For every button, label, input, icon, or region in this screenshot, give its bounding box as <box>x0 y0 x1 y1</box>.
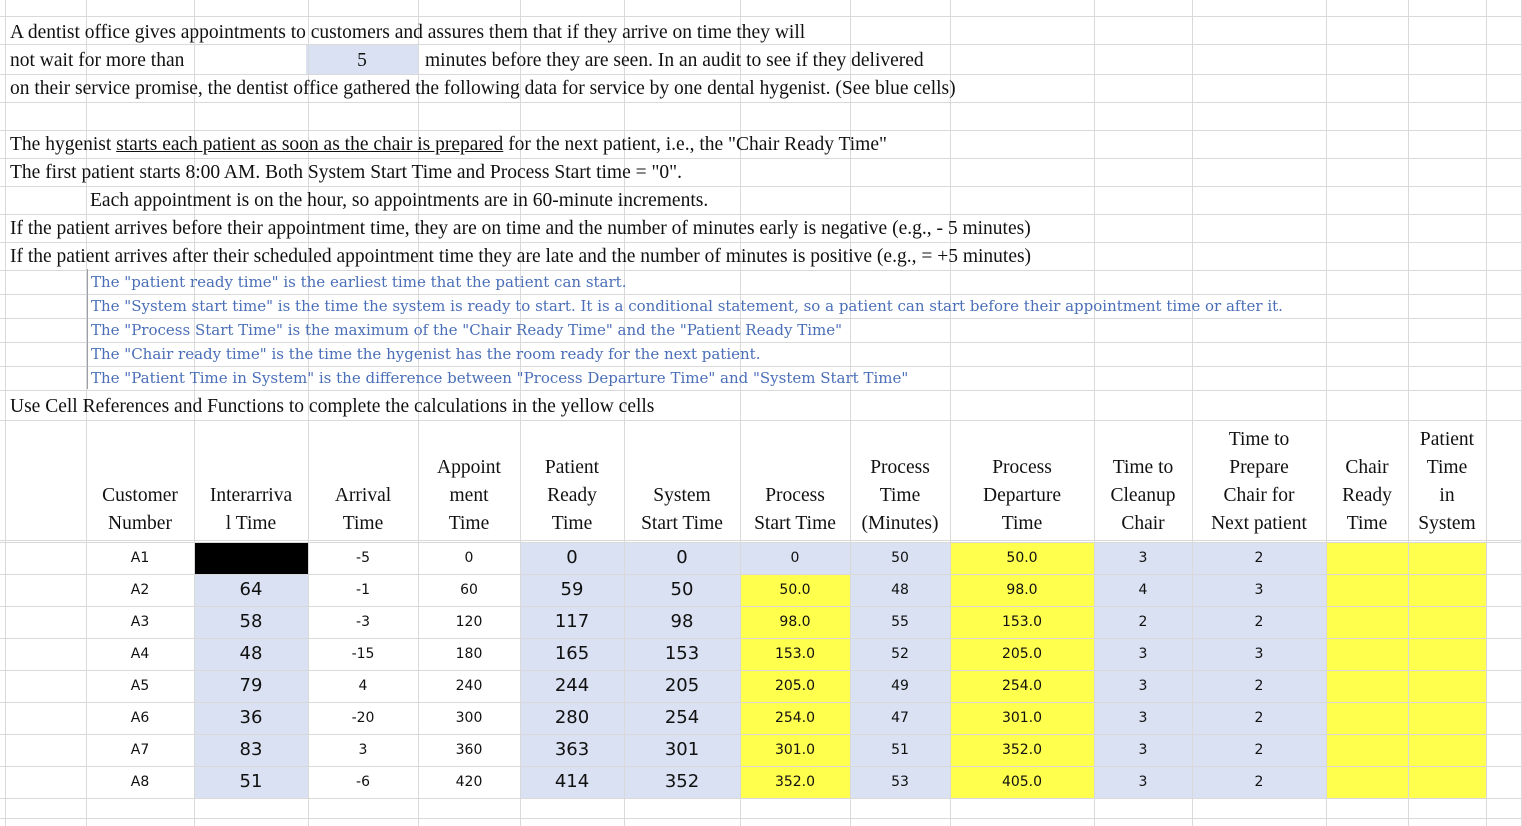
header-line: Customer <box>102 485 178 506</box>
header-line: in <box>1439 485 1455 506</box>
header-line: Time <box>342 513 384 534</box>
grid-hline <box>0 798 1522 799</box>
cell-appointment-time[interactable]: 60 <box>460 582 478 598</box>
header-process-time[interactable] <box>850 454 950 538</box>
cell-system-start-time[interactable]: 0 <box>676 547 688 568</box>
cell-arrival-time[interactable]: -20 <box>351 710 375 726</box>
cell-system-start-time[interactable]: 254 <box>664 707 700 728</box>
cell-cleanup-time[interactable]: 2 <box>1138 614 1148 630</box>
cell-patient-time-in-system[interactable] <box>1408 542 1486 574</box>
header-line: Process <box>870 457 930 478</box>
cell-prepare-chair-time[interactable]: 2 <box>1254 614 1264 630</box>
cell-prepare-chair-time[interactable]: 2 <box>1254 774 1264 790</box>
cell-patient-ready-time[interactable]: 280 <box>554 707 590 728</box>
header-process-departure-time[interactable] <box>950 454 1094 538</box>
cell-process-time[interactable]: 52 <box>891 646 909 662</box>
cell-cleanup-time[interactable]: 3 <box>1138 742 1148 758</box>
header-prepare-chair-time[interactable] <box>1192 426 1326 538</box>
cell-process-start-time[interactable]: 301.0 <box>774 742 816 758</box>
header-line: Time <box>551 513 593 534</box>
header-line: l Time <box>225 513 277 534</box>
cell-process-start-time[interactable]: 50.0 <box>779 582 811 598</box>
cell-patient-ready-time[interactable]: 363 <box>554 739 590 760</box>
cell-prepare-chair-time[interactable]: 2 <box>1254 710 1264 726</box>
cell-process-start-time[interactable]: 352.0 <box>774 774 816 790</box>
header-line: Departure <box>983 485 1061 506</box>
cell-process-departure-time[interactable]: 205.0 <box>1001 646 1043 662</box>
cell-customer-number[interactable]: A8 <box>130 774 150 790</box>
cell-interarrival-time[interactable]: 83 <box>239 739 263 760</box>
cell-interarrival-time[interactable]: 36 <box>239 707 263 728</box>
cell-process-start-time[interactable]: 153.0 <box>774 646 816 662</box>
cell-interarrival-time[interactable]: 51 <box>239 771 263 792</box>
header-patient-time-in-system[interactable] <box>1408 426 1486 538</box>
cell-process-departure-time[interactable]: 405.0 <box>1001 774 1043 790</box>
header-line: Time <box>1426 457 1468 478</box>
cell-appointment-time[interactable]: 240 <box>455 678 483 694</box>
header-line: ment <box>449 485 489 506</box>
header-line: System <box>1418 513 1476 534</box>
cell-patient-ready-time[interactable]: 0 <box>566 547 578 568</box>
header-customer-number[interactable] <box>86 482 194 538</box>
cell-patient-time-in-system[interactable] <box>1408 574 1486 606</box>
rule-line-2[interactable]: The first patient starts 8:00 AM. Both System Start Time and Process Start time = "0". <box>10 162 683 183</box>
cell-chair-ready-time[interactable] <box>1326 574 1408 606</box>
header-line: Interarriva <box>209 485 293 506</box>
cell-interarrival-time[interactable]: 58 <box>239 611 263 632</box>
grid-hline <box>0 16 1522 17</box>
header-line: Time <box>879 485 921 506</box>
cell-process-time[interactable]: 53 <box>891 774 909 790</box>
grid-hline <box>0 540 1522 541</box>
header-line: Process <box>992 457 1052 478</box>
instruction-line[interactable]: Use Cell References and Functions to complete the calculations in the yellow cells <box>10 396 655 417</box>
cell-arrival-time[interactable]: -6 <box>356 774 370 790</box>
cell-customer-number[interactable]: A7 <box>130 742 150 758</box>
cell-process-departure-time[interactable]: 254.0 <box>1001 678 1043 694</box>
cell-prepare-chair-time[interactable]: 3 <box>1254 646 1264 662</box>
cell-prepare-chair-time[interactable]: 2 <box>1254 742 1264 758</box>
cell-arrival-time[interactable]: -5 <box>356 550 370 566</box>
note-patient-ready[interactable]: The "patient ready time" is the earliest time that the patient can start. <box>91 273 627 291</box>
cell-cleanup-time[interactable]: 3 <box>1138 774 1148 790</box>
note-process-start[interactable]: The "Process Start Time" is the maximum of the "Chair Ready Time" and the "Patient Ready Time" <box>91 321 843 339</box>
header-cleanup-time[interactable] <box>1094 454 1192 538</box>
rule-line-1-underlined: starts each patient as soon as the chair is prepared <box>116 134 504 155</box>
header-line: Process <box>765 485 825 506</box>
cell-chair-ready-time[interactable] <box>1326 766 1408 798</box>
cell-chair-ready-time[interactable] <box>1326 702 1408 734</box>
header-line: Time to <box>1228 429 1290 450</box>
header-line: Next patient <box>1211 513 1307 534</box>
header-system-start-time[interactable] <box>624 482 740 538</box>
cell-patient-ready-time[interactable]: 117 <box>554 611 590 632</box>
cell-cleanup-time[interactable]: 3 <box>1138 710 1148 726</box>
cell-prepare-chair-time[interactable]: 2 <box>1254 678 1264 694</box>
cell-process-time[interactable]: 48 <box>891 582 909 598</box>
cell-system-start-time[interactable]: 301 <box>664 739 700 760</box>
cell-chair-ready-time[interactable] <box>1326 670 1408 702</box>
cell-process-time[interactable]: 49 <box>891 678 909 694</box>
cell-appointment-time[interactable]: 180 <box>455 646 483 662</box>
cell-cleanup-time[interactable]: 3 <box>1138 646 1148 662</box>
intro-line-3[interactable]: on their service promise, the dentist office gathered the following data for service by one dental hygenist. (See blue cells) <box>10 78 956 99</box>
cell-customer-number[interactable]: A5 <box>130 678 150 694</box>
cell-customer-number[interactable]: A2 <box>130 582 150 598</box>
header-line: Time <box>448 513 490 534</box>
cell-system-start-time[interactable]: 352 <box>664 771 700 792</box>
header-line: Number <box>108 513 172 534</box>
intro-line-2b[interactable]: minutes before they are seen. In an audit to see if they delivered <box>425 50 924 71</box>
cell-customer-number[interactable]: A4 <box>130 646 150 662</box>
rule-line-4[interactable]: If the patient arrives before their appointment time, they are on time and the number of minutes early is negative (e.g., - 5 minutes) <box>10 218 1031 239</box>
cell-process-time[interactable]: 47 <box>891 710 909 726</box>
cell-patient-time-in-system[interactable] <box>1408 734 1486 766</box>
cell-patient-time-in-system[interactable] <box>1408 702 1486 734</box>
cell-patient-ready-time[interactable]: 59 <box>560 579 584 600</box>
header-interarrival-time[interactable] <box>194 482 308 538</box>
wait-minutes-cell[interactable]: 5 <box>357 50 367 71</box>
header-line: Cleanup <box>1110 485 1176 506</box>
cell-process-departure-time[interactable]: 301.0 <box>1001 710 1043 726</box>
cell-interarrival-time[interactable]: 64 <box>239 579 263 600</box>
cell-chair-ready-time[interactable] <box>1326 606 1408 638</box>
header-line: Patient <box>1419 429 1475 450</box>
cell-prepare-chair-time[interactable]: 2 <box>1254 550 1264 566</box>
header-appointment-time[interactable] <box>418 454 520 538</box>
header-process-start-time[interactable] <box>740 482 850 538</box>
cell-process-departure-time[interactable]: 352.0 <box>1001 742 1043 758</box>
rule-line-5[interactable]: If the patient arrives after their scheduled appointment time they are late and the number of minutes is positive (e.g., = +5 minutes) <box>10 246 1032 267</box>
note-chair-ready[interactable]: The "Chair ready time" is the time the hygenist has the room ready for the next patient. <box>91 345 761 363</box>
cell-appointment-time[interactable]: 360 <box>455 742 483 758</box>
cell-interarrival-time[interactable]: 79 <box>239 675 263 696</box>
cell-system-start-time[interactable]: 98 <box>670 611 694 632</box>
cell-patient-ready-time[interactable]: 244 <box>554 675 590 696</box>
cell-cleanup-time[interactable]: 4 <box>1138 582 1148 598</box>
cell-arrival-time[interactable]: -15 <box>351 646 375 662</box>
cell-appointment-time[interactable]: 0 <box>464 550 474 566</box>
cell-customer-number[interactable]: A3 <box>130 614 150 630</box>
cell-cleanup-time[interactable]: 3 <box>1138 678 1148 694</box>
header-line: Chair <box>1345 457 1389 478</box>
cell-patient-time-in-system[interactable] <box>1408 638 1486 670</box>
cell-arrival-time[interactable]: 4 <box>358 678 368 694</box>
cell-process-start-time[interactable]: 205.0 <box>774 678 816 694</box>
cell-patient-time-in-system[interactable] <box>1408 670 1486 702</box>
header-line: Ready <box>1342 485 1392 506</box>
cell-process-start-time[interactable]: 98.0 <box>779 614 811 630</box>
cell-arrival-time[interactable]: 3 <box>358 742 368 758</box>
cell-cleanup-time[interactable]: 3 <box>1138 550 1148 566</box>
cell-patient-ready-time[interactable]: 165 <box>554 643 590 664</box>
cell-interarrival-time[interactable]: 48 <box>239 643 263 664</box>
header-arrival-time[interactable] <box>308 482 418 538</box>
cell-prepare-chair-time[interactable]: 3 <box>1254 582 1264 598</box>
cell-chair-ready-time[interactable] <box>1326 734 1408 766</box>
cell-process-time[interactable]: 50 <box>891 550 909 566</box>
rule-line-1-pre: The hygenist <box>10 134 117 155</box>
rule-line-1-post: for the next patient, i.e., the "Chair Ready Time" <box>503 134 887 155</box>
cell-appointment-time[interactable]: 420 <box>455 774 483 790</box>
cell-chair-ready-time[interactable] <box>1326 638 1408 670</box>
cell-arrival-time[interactable]: -3 <box>356 614 370 630</box>
header-line: Chair for <box>1223 485 1295 506</box>
header-chair-ready-time[interactable] <box>1326 454 1408 538</box>
header-line: Start Time <box>754 513 836 534</box>
header-line: Time to <box>1112 457 1174 478</box>
cell-process-departure-time[interactable]: 153.0 <box>1001 614 1043 630</box>
cell-patient-time-in-system[interactable] <box>1408 606 1486 638</box>
cell-customer-number[interactable]: A6 <box>130 710 150 726</box>
cell-process-departure-time[interactable]: 50.0 <box>1006 550 1038 566</box>
rule-line-1[interactable] <box>10 131 887 159</box>
cell-process-start-time[interactable]: 0 <box>790 550 800 566</box>
cell-patient-ready-time[interactable]: 414 <box>554 771 590 792</box>
header-line: Chair <box>1121 513 1165 534</box>
cell-process-departure-time[interactable]: 98.0 <box>1006 582 1038 598</box>
cell-system-start-time[interactable]: 153 <box>664 643 700 664</box>
header-line: Patient <box>544 457 600 478</box>
notes-left-border <box>87 269 88 389</box>
cell-patient-time-in-system[interactable] <box>1408 766 1486 798</box>
cell-process-time[interactable]: 51 <box>891 742 909 758</box>
header-line: System <box>653 485 711 506</box>
header-line: Prepare <box>1229 457 1289 478</box>
cell-interarrival-time[interactable] <box>194 542 308 574</box>
cell-process-start-time[interactable]: 254.0 <box>774 710 816 726</box>
grid-hline <box>0 818 1522 819</box>
intro-line-1[interactable]: A dentist office gives appointments to customers and assures them that if they arrive on time they will <box>10 22 806 43</box>
header-patient-ready-time[interactable] <box>520 454 624 538</box>
cell-chair-ready-time[interactable] <box>1326 542 1408 574</box>
header-line: Ready <box>547 485 597 506</box>
header-line: Appoint <box>437 457 501 478</box>
header-line: Time <box>1001 513 1043 534</box>
cell-appointment-time[interactable]: 120 <box>455 614 483 630</box>
header-line: Time <box>1346 513 1388 534</box>
cell-appointment-time[interactable]: 300 <box>455 710 483 726</box>
header-line: Start Time <box>641 513 723 534</box>
cell-arrival-time[interactable]: -1 <box>356 582 370 598</box>
note-system-start[interactable]: The "System start time" is the time the system is ready to start. It is a conditional statement, so a patient can start before their appointment time or after it. <box>91 297 1283 315</box>
cell-customer-number[interactable]: A1 <box>130 550 150 566</box>
intro-line-2a[interactable]: not wait for more than <box>10 50 185 71</box>
cell-system-start-time[interactable]: 205 <box>664 675 700 696</box>
header-line: Arrival <box>334 485 392 506</box>
grid-hline <box>0 390 1522 391</box>
note-time-in-system[interactable]: The "Patient Time in System" is the difference between "Process Departure Time" and "System Start Time" <box>91 369 909 387</box>
header-line: (Minutes) <box>861 513 939 534</box>
cell-system-start-time[interactable]: 50 <box>670 579 694 600</box>
rule-line-3[interactable]: Each appointment is on the hour, so appointments are in 60-minute increments. <box>90 190 709 211</box>
cell-process-time[interactable]: 55 <box>891 614 909 630</box>
